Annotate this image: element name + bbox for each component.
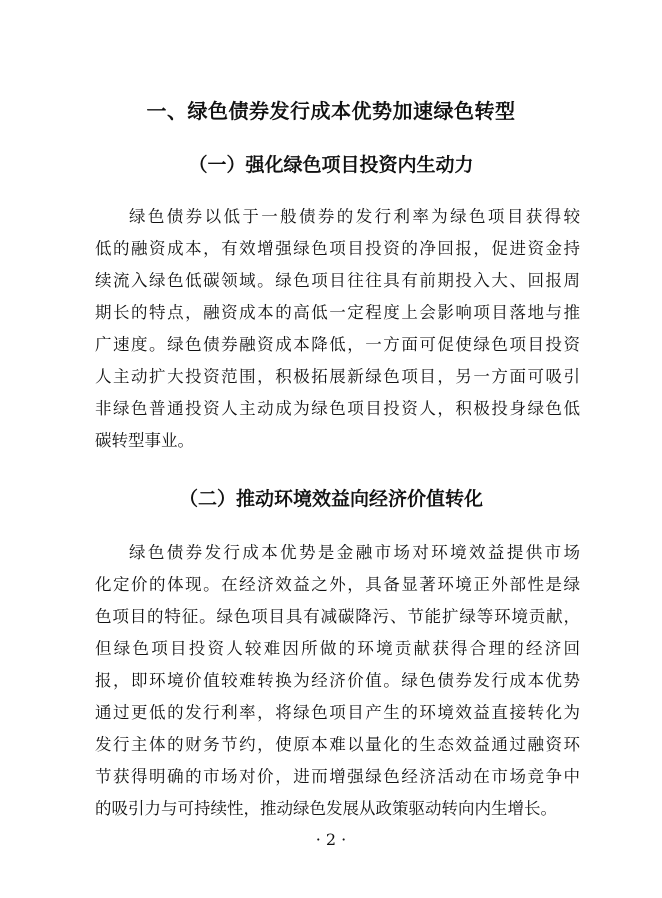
section-2-paragraph <box>95 537 580 825</box>
section-1-heading: （一）强化绿色项目投资内生动力 <box>188 154 474 176</box>
paragraph-line: 的吸引力与可持续性，推动绿色发展从政策驱动转向内生增长。 <box>95 799 557 818</box>
paragraph-line: 报，即环境价值较难转换为经济价值。绿色债券发行成本优势 <box>95 671 580 690</box>
paragraph-line: 碳转型事业。 <box>95 431 194 450</box>
section-1-paragraph <box>95 201 580 457</box>
paragraph-line: 化定价的体现。在经济效益之外，具备显著环境正外部性是绿 <box>95 575 580 594</box>
paragraph-line: 广速度。绿色债券融资成本降低，一方面可促使绿色项目投资 <box>95 335 580 354</box>
section-2-heading: （二）推动环境效益向经济价值转化 <box>178 488 483 510</box>
page-number: · 2 · <box>315 830 347 849</box>
main-heading: 一、绿色债券发行成本优势加速绿色转型 <box>146 99 516 123</box>
paragraph-line: 色项目的特征。绿色项目具有减碳降污、节能扩绿等环境贡献， <box>95 607 580 626</box>
paragraph-line: 节获得明确的市场对价，进而增强绿色经济活动在市场竞争中 <box>95 767 580 786</box>
paragraph-line: 发行主体的财务节约，使原本难以量化的生态效益通过融资环 <box>95 735 580 754</box>
paragraph-line: 但绿色项目投资人较难因所做的环境贡献获得合理的经济回 <box>95 639 580 658</box>
paragraph-line: 绿色债券以低于一般债券的发行利率为绿色项目获得较 <box>129 207 580 226</box>
paragraph-line: 通过更低的发行利率，将绿色项目产生的环境效益直接转化为 <box>95 703 580 722</box>
paragraph-line: 期长的特点，融资成本的高低一定程度上会影响项目落地与推 <box>95 303 580 322</box>
paragraph-line: 续流入绿色低碳领域。绿色项目往往具有前期投入大、回报周 <box>95 271 580 290</box>
paragraph-line: 非绿色普通投资人主动成为绿色项目投资人，积极投身绿色低 <box>95 399 580 418</box>
paragraph-line: 人主动扩大投资范围，积极拓展新绿色项目，另一方面可吸引 <box>95 367 580 386</box>
paragraph-line: 低的融资成本，有效增强绿色项目投资的净回报，促进资金持 <box>95 239 580 258</box>
paragraph-line: 绿色债券发行成本优势是金融市场对环境效益提供市场 <box>129 543 580 562</box>
